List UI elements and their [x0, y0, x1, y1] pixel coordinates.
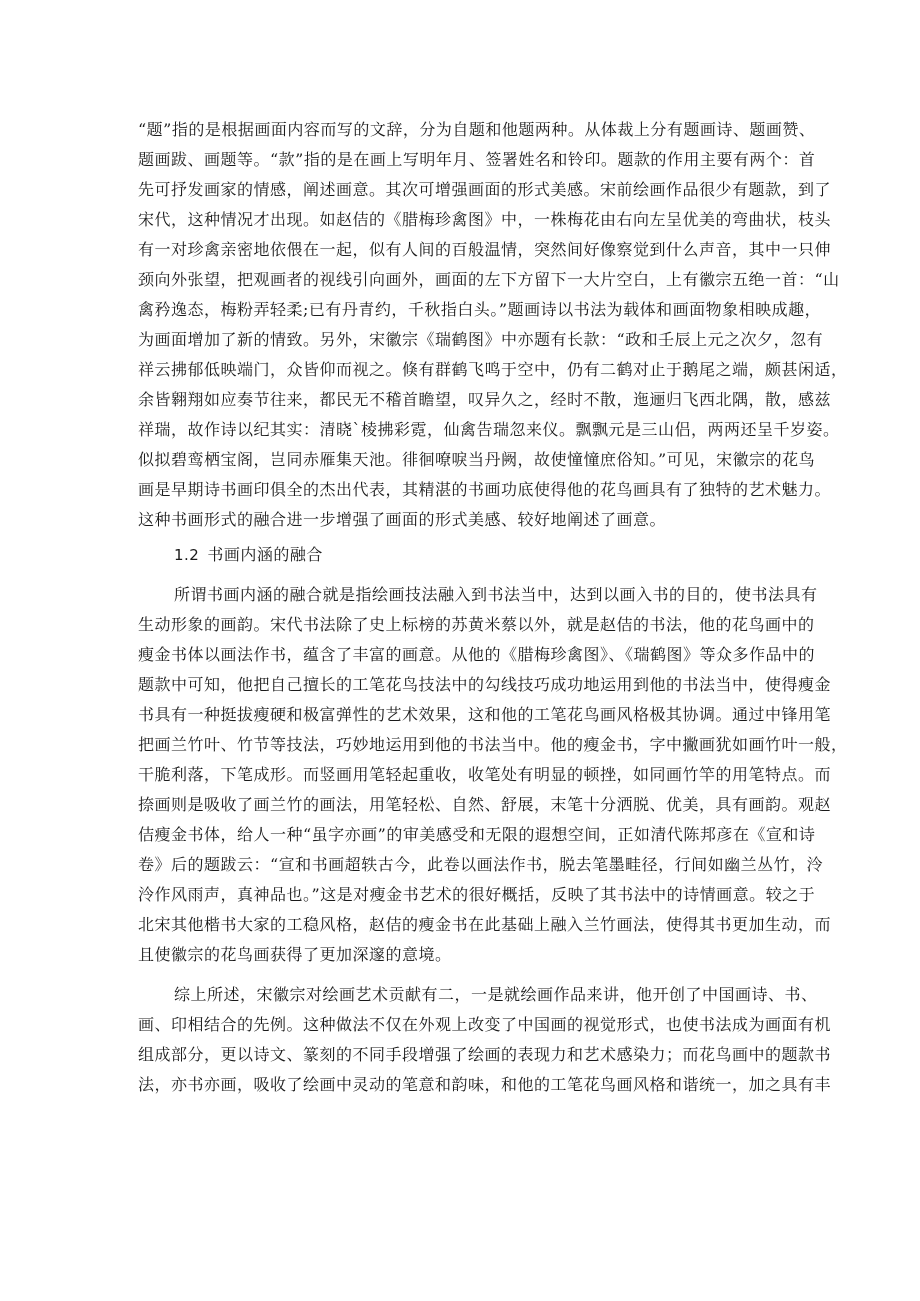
text-line: 瘦金书体以画法作书，蕴含了丰富的画意。从他的《腊梅珍禽图》、《瑞鹤图》等众多作品中的	[138, 645, 816, 664]
text-line: 干脆利落，下笔成形。而竖画用笔轻起重收，收笔处有明显的顿挫，如同画竹竿的用笔特点。而	[138, 765, 832, 784]
text-line: 所谓书画内涵的融合就是指绘画技法融入到书法当中，达到以画入书的目的，使书法具有	[174, 585, 818, 604]
text-line: 且使徽宗的花鸟画获得了更加深邃的意境。	[138, 945, 452, 964]
text-line: 祥瑞，故作诗以纪其实：清晓`棱拂彩霓，仙禽告瑞忽来仪。飘飘元是三山侣，两两还呈千岁姿。	[138, 420, 840, 439]
text-line: 这种书画形式的融合进一步增强了画面的形式美感、较好地阐述了画意。	[138, 510, 667, 529]
section-heading	[174, 540, 323, 570]
text-line: 捺画则是吸收了画兰竹的画法，用笔轻松、自然、舒展，末笔十分洒脱、优美，具有画韵。观赵	[138, 795, 832, 814]
text-line: 祥云拂郁低映端门，众皆仰而视之。倏有群鹤飞鸣于空中，仍有二鹤对止于鹅尾之端，颇甚闲适，	[138, 360, 848, 379]
text-line: 画是早期诗书画印俱全的杰出代表，其精湛的书画功底使得他的花鸟画具有了独特的艺术魅力。	[138, 480, 832, 499]
text-line: 题款中可知，他把自己擅长的工笔花鸟技法中的勾线技巧成功地运用到他的书法当中，使得瘦金	[138, 675, 832, 694]
text-line: 宋代，这种情况才出现。如赵佶的《腊梅珍禽图》中，一株梅花由右向左呈优美的弯曲状，枝头	[138, 210, 832, 229]
text-line: 为画面增加了新的情致。另外，宋徽宗《瑞鹤图》中亦题有长款：“政和壬辰上元之次夕，忽有	[138, 330, 824, 349]
text-line: 禽矜逸态，梅粉弄轻柔;已有丹青约，千秋指白头。”题画诗以书法为载体和画面物象相映成趣，	[138, 300, 822, 319]
text-line: 北宋其他楷书大家的工稳风格，赵佶的瘦金书在此基础上融入兰竹画法，使得其书更加生动，而	[138, 915, 832, 934]
text-line: 余皆翱翔如应奏节往来，都民无不稽首瞻望，叹异久之，经时不散，迤逦归飞西北隅，散，感兹	[138, 390, 832, 409]
text-line: 题画跋、画题等。“款”指的是在画上写明年月、签署姓名和铃印。题款的作用主要有两个：首	[138, 150, 816, 169]
text-line: 书具有一种挺拔瘦硬和极富弹性的艺术效果，这和他的工笔花鸟画风格极其协调。通过中锋用笔	[138, 705, 832, 724]
section-number: 1.2	[174, 546, 200, 564]
section-title: 书画内涵的融合	[207, 545, 323, 564]
text-line: 生动形象的画韵。宋代书法除了史上标榜的苏黄米蔡以外，就是赵佶的书法，他的花鸟画中的	[138, 615, 815, 634]
text-line: 组成部分，更以诗文、篆刻的不同手段增强了绘画的表现力和艺术感染力；而花鸟画中的题款书	[138, 1045, 832, 1064]
text-line: 综上所述，宋徽宗对绘画艺术贡献有二，一是就绘画作品来讲，他开创了中国画诗、书、	[174, 985, 818, 1004]
text-line: 似拟碧鸾栖宝阁，岂同赤雁集天池。徘徊嘹唳当丹阙，故使憧憧庶俗知。”可见，宋徽宗的花鸟	[138, 450, 816, 469]
text-line: 有一对珍禽亲密地依偎在一起，似有人间的百般温情，突然间好像察觉到什么声音，其中一只伸	[138, 240, 832, 259]
text-line: “题”指的是根据画面内容而写的文辞，分为自题和他题两种。从体裁上分有题画诗、题画赞、	[138, 120, 816, 139]
text-line: 卷》后的题跋云：“宣和书画超轶古今，此卷以画法作书，脱去笔墨畦径，行间如幽兰丛竹，泠	[138, 855, 824, 874]
text-line: 泠作风雨声，真神品也。”这是对瘦金书艺术的很好概括，反映了其书法中的诗情画意。较之于	[138, 885, 816, 904]
text-line: 画、印相结合的先例。这种做法不仅在外观上改变了中国画的视觉形式，也使书法成为画面有机	[138, 1015, 832, 1034]
text-line: 把画兰竹叶、竹节等技法，巧妙地运用到他的书法当中。他的瘦金书，字中撇画犹如画竹叶一般，	[138, 735, 848, 754]
text-line: 先可抒发画家的情感，阐述画意。其次可增强画面的形式美感。宋前绘画作品很少有题款，到了	[138, 180, 832, 199]
text-line: 法，亦书亦画，吸收了绘画中灵动的笔意和韵味，和他的工笔花鸟画风格和谐统一，加之具有丰	[138, 1075, 832, 1094]
text-line: 颈向外张望，把观画者的视线引向画外，画面的左下方留下一大片空白，上有徽宗五绝一首：“山	[138, 270, 840, 289]
text-line: 佶瘦金书体，给人一种“虽字亦画”的审美感受和无限的遐想空间，正如清代陈邦彦在《宣和诗	[138, 825, 816, 844]
